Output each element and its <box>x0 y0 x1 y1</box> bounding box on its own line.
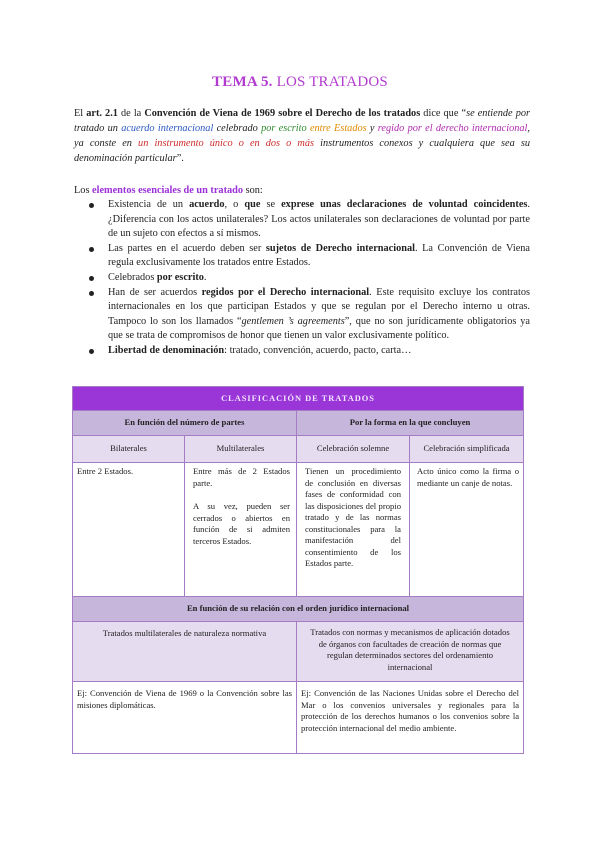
convention-name: Convención de Viena de 1969 sobre el Derecho de los tratados <box>144 108 421 119</box>
table-cell: Entre 2 Estados. <box>73 463 185 597</box>
col-solemne: Celebración solemne <box>297 436 410 463</box>
intro-text: ”. <box>176 153 184 164</box>
title-number: TEMA 5. <box>212 74 273 90</box>
item-bold: acuerdo <box>189 199 225 210</box>
item-bold: exprese unas declaraciones de voluntad coincidentes <box>281 199 528 210</box>
example-mechanisms: Ej: Convención de las Naciones Unidas sobre el Derecho del Mar o los convenios universales y regionales para la protección de los derechos humanos o los convenios sobre la protección internacional del medio ambiente. <box>297 682 524 754</box>
list-item <box>108 198 530 242</box>
item-bold: regidos por el Derecho internacional <box>201 286 370 298</box>
definition-acuerdo: acuerdo internacional <box>121 123 214 134</box>
table-cell: Acto único como la firma o mediante un canje de notas. <box>410 463 524 597</box>
sub-normative: Tratados multilaterales de naturaleza normativa <box>73 622 297 682</box>
item-text: Las partes en el acuerdo deben ser <box>108 242 266 254</box>
page-title <box>0 74 600 91</box>
item-bold: sujetos de Derecho internacional <box>265 242 415 254</box>
intro-text: dice que “ <box>420 108 467 119</box>
definition-text: se entiende por tratado un <box>74 108 530 134</box>
col-simplificada: Celebración simplificada <box>410 436 524 463</box>
title-text: LOS TRATADOS <box>272 74 388 90</box>
item-text: . La Convención de Viena regula exclusivamente los tratados entre Estados. <box>108 242 531 269</box>
list-item <box>108 242 530 271</box>
definition-instrumento: un instrumento único o en dos o más <box>138 138 315 149</box>
definition-regido: regido por el derecho internacional <box>377 123 528 134</box>
item-text: Han de ser acuerdos <box>108 286 202 298</box>
elements-text: Los <box>74 185 93 196</box>
definition-text: , ya conste en <box>74 123 530 149</box>
elements-heading <box>74 183 530 198</box>
intro-paragraph <box>74 106 530 166</box>
item-bold: Libertad de denominación <box>108 344 225 356</box>
item-text: Celebrados <box>108 271 157 283</box>
definition-escrito: por escrito <box>261 123 307 134</box>
col-multilaterales: Multilaterales <box>185 436 297 463</box>
classification-table <box>72 386 524 754</box>
item-bold: por escrito <box>156 271 204 283</box>
list-item <box>108 271 530 286</box>
cell-paragraph: Entre más de 2 Estados parte. <box>193 466 290 488</box>
intro-text: El <box>74 108 87 119</box>
item-bold: que <box>244 199 261 210</box>
definition-estados: entre Estados <box>309 123 367 134</box>
item-italic: gentlemen ’s agreements <box>241 315 345 327</box>
group-form-header: Por la forma en la que concluyen <box>297 411 524 436</box>
item-text: , o <box>224 199 245 210</box>
col-bilaterales: Bilaterales <box>73 436 185 463</box>
group-parties-header: En función del número de partes <box>73 411 297 436</box>
item-text: . ¿Diferencia con los actos unilaterales? Los actos unilaterales son declaraciones de voluntad por parte de un sujeto con efectos a sí mismos. <box>108 199 530 240</box>
article-ref: art. 2.1 <box>86 108 118 119</box>
table-cell: Tienen un procedimiento de conclusión en diversas fases de conformidad con las disposiciones del propio tratado y de las normas constitucionales para la manifestación del consentimiento de los Estados parte. <box>297 463 410 597</box>
example-normative: Ej: Convención de Viena de 1969 o la Convención sobre las misiones diplomáticas. <box>73 682 297 754</box>
elements-highlight: elementos esenciales de un tratado <box>92 185 244 196</box>
intro-text: de la <box>117 108 145 119</box>
elements-text: son: <box>243 185 263 196</box>
sub-mechanisms: Tratados con normas y mecanismos de aplicación dotados de órganos con facultades de creación de normas que regulan determinados sectores del ordenamiento internacional <box>297 622 524 682</box>
cell-paragraph: A su vez, pueden ser cerrados o abiertos en función de si admiten terceros Estados. <box>193 501 290 546</box>
list-item <box>108 286 530 344</box>
definition-text: instrumentos conexos y cualquiera que sea su denominación particular <box>74 138 531 164</box>
item-text: Existencia de un <box>108 199 190 210</box>
elements-list <box>74 198 530 359</box>
item-text: : tratado, convención, acuerdo, pacto, carta… <box>224 344 412 356</box>
item-text: ”, que no son jurídicamente obligatorios ya que se trata de compromisos de honor que tienen un valor exclusivamente político. <box>108 315 530 342</box>
list-item <box>108 344 530 359</box>
item-text: . Este requisito excluye los contratos internacionales en los que participan Estados y que se regulan por el Derecho interno u otras. Tampoco lo son los llamados “ <box>108 286 531 327</box>
table-cell <box>185 463 297 597</box>
item-text: se <box>260 199 282 210</box>
table-header: CLASIFICACIÓN DE TRATADOS <box>73 387 524 411</box>
section-relation-header: En función de su relación con el orden jurídico internacional <box>73 597 524 622</box>
definition-text: y <box>369 123 375 134</box>
item-text: . <box>203 271 207 283</box>
definition-text: celebrado <box>216 123 258 134</box>
